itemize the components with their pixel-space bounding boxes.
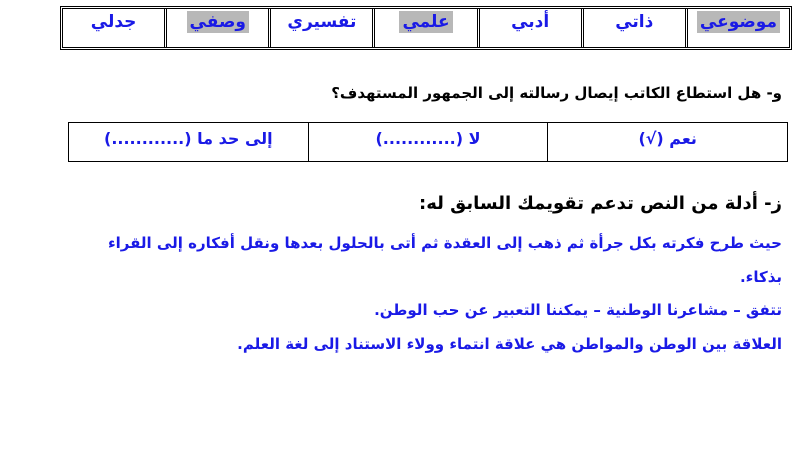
text-types-table <box>60 6 792 50</box>
option-yes-cell <box>547 123 787 161</box>
type-cell-objective <box>685 9 789 47</box>
type-label: أدبي <box>511 12 550 32</box>
type-cell-scientific <box>372 9 476 47</box>
option-no-cell <box>308 123 548 161</box>
type-label: جدلي <box>90 12 137 32</box>
answer-line-1: حيث طرح فكرته بكل جرأة ثم ذهب إلى العقدة ثم أتى بالحلول بعدها ونقل أفكاره إلى القراء <box>107 234 782 252</box>
type-cell-argumentative <box>63 9 164 47</box>
type-cell-literary <box>477 9 581 47</box>
option-yes: نعم (√) <box>638 129 697 148</box>
answer-line-4: العلاقة بين الوطن والمواطن هي علاقة انتماء وولاء الاستناد إلى لغة العلم. <box>237 335 782 353</box>
options-table <box>68 122 788 162</box>
answer-line-2: بذكاء. <box>739 268 782 286</box>
type-cell-descriptive <box>164 9 268 47</box>
type-label: تفسيري <box>287 12 357 32</box>
type-label: وصفي <box>187 11 249 33</box>
answer-line-3: تتفق – مشاعرنا الوطنية – يمكننا التعبير عن حب الوطن. <box>374 301 782 319</box>
type-label: ذاتي <box>615 12 654 32</box>
section-z-heading: ز- أدلة من النص تدعم تقويمك السابق له: <box>419 193 782 214</box>
type-cell-subjective <box>581 9 685 47</box>
option-somewhat: إلى حد ما (............) <box>104 129 273 148</box>
question-w: و- هل استطاع الكاتب إيصال رسالته إلى الجمهور المستهدف؟ <box>331 84 782 102</box>
type-cell-explanatory <box>268 9 372 47</box>
option-somewhat-cell <box>69 123 308 161</box>
option-no: لا (............) <box>375 129 481 148</box>
type-label: موضوعي <box>697 11 780 33</box>
type-label: علمي <box>399 11 452 33</box>
